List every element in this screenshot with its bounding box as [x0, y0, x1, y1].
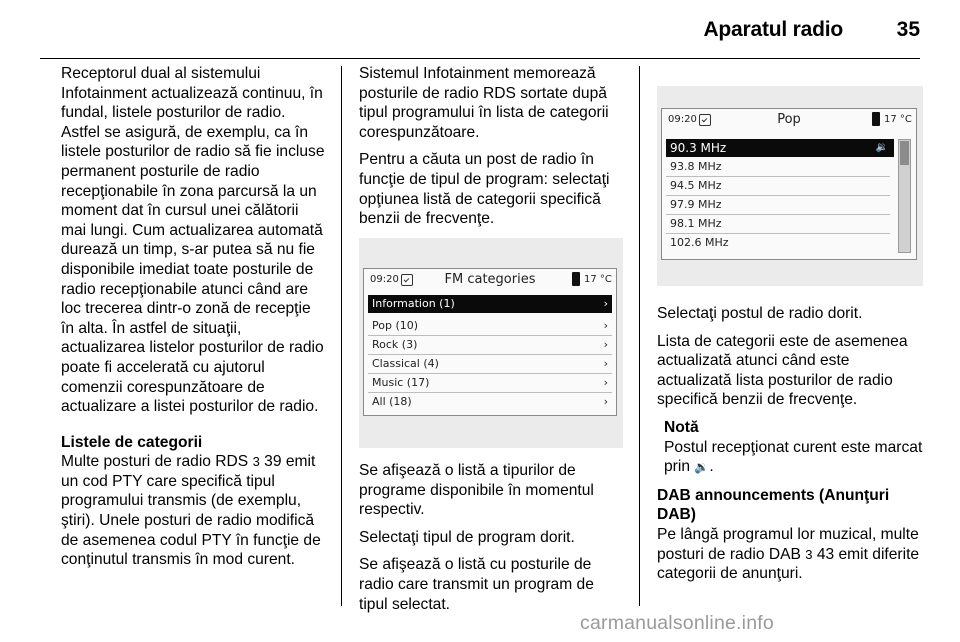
column-divider-1 — [341, 66, 342, 606]
watermark: carmanualsonline.info — [580, 612, 774, 634]
note-title: Notă — [664, 418, 699, 436]
chevron-right-icon: › — [603, 357, 608, 370]
col2-paragraph-4: Selectaţi tipul de program dorit. — [359, 528, 575, 546]
figure-fm-categories — [359, 238, 623, 448]
col3-paragraph-3: Pe lângă programul lor muzical, multe posturi de radio DAB 3 43 emit diferite categorii de anunţuri. — [657, 525, 920, 583]
temperature: 17 °C — [884, 114, 912, 125]
fm-categories-screen — [363, 268, 617, 416]
station-list-scrollbar[interactable] — [898, 139, 911, 253]
col2-paragraph-5: Se afişează o listă cu posturile de radio care transmit un program de tipul selectat. — [359, 556, 594, 613]
chevron-right-icon: › — [603, 297, 608, 310]
note-box — [657, 418, 923, 478]
category-item-music[interactable]: Music (17) › — [368, 374, 612, 392]
section-heading-dab: DAB announcements (Anunţuri DAB) — [657, 486, 890, 524]
category-item-classical[interactable]: Classical (4) › — [368, 355, 612, 373]
speaker-icon: 🔉 — [875, 142, 888, 153]
station-item-102-6[interactable]: 102.6 MHz — [670, 236, 729, 249]
page-ref-arrow-icon: 3 — [252, 454, 260, 470]
col3-paragraph-2: Lista de categorii este de asemenea actualizată atunci când este actualizată lista posturilor de radio specifică benzii de frecvenţe. — [657, 332, 908, 409]
status-bar — [364, 269, 616, 293]
station-item-93-8[interactable]: 93.8 MHz — [670, 160, 722, 173]
clock-time: 09:20 — [668, 114, 697, 125]
chevron-right-icon: › — [603, 319, 608, 332]
category-item-rock[interactable]: Rock (3) › — [368, 336, 612, 354]
col2-paragraph-3: Se afişează o listă a tipurilor de programe disponibile în momentul respectiv. — [359, 462, 594, 519]
temperature: 17 °C — [584, 274, 612, 285]
figure-pop-stations — [657, 86, 923, 286]
col1-paragraph-1: Receptorul dual al sistemului Infotainment actualizează continuu, în fundal, listele posturilor de radio. Astfel se asigură, de exemplu, ca în listele posturilor de radio să fie incluse permanent posturile de radio recepţionabile în zona parcursă la un moment dat în cursul unei călătorii mai lungi. Cum actualizarea automată durează un timp, s-ar putea să nu fie disponibile imediat toate posturile de radio recepţionabile atunci când are loc trecerea dintr-o zonă de recepţie în alta. În astfel de situaţii, actualizarea listelor posturilor de radio poate fi accelerată cu ajutorul comenzii corespunzătoare de actualizare a listei posturilor de radio. — [61, 65, 325, 416]
status-bar — [662, 109, 916, 133]
screen-title: FM categories — [444, 272, 536, 287]
section-heading-categories: Listele de categorii — [61, 433, 203, 451]
page-header-title: Aparatul radio — [703, 18, 843, 41]
note-text: Postul recepţionat curent este marcat prin 🔉. — [664, 438, 923, 476]
category-item-pop[interactable]: Pop (10) › — [368, 317, 612, 335]
station-item-97-9[interactable]: 97.9 MHz — [670, 198, 722, 211]
col2-paragraph-1: Sistemul Infotainment memorează posturile de radio RDS sortate după tipul programului în lista de categorii corespunzătoare. — [359, 65, 609, 141]
column-2 — [359, 64, 623, 237]
chevron-right-icon: › — [603, 395, 608, 408]
page-number: 35 — [896, 18, 920, 41]
chevron-right-icon: › — [603, 338, 608, 351]
header-rule — [40, 58, 920, 59]
phone-icon — [872, 112, 880, 126]
col3-paragraph-1: Selectaţi postul de radio dorit. — [657, 305, 863, 322]
category-item-information[interactable]: Information (1) › — [368, 295, 612, 313]
column-3 — [657, 304, 923, 592]
scrollbar-thumb[interactable] — [900, 141, 909, 165]
pop-stations-screen — [661, 108, 917, 260]
category-item-all[interactable]: All (18) › — [368, 393, 612, 411]
column-divider-2 — [639, 66, 640, 606]
col2-paragraph-2: Pentru a căuta un post de radio în funcţie de tipul de program: selectaţi opţiunea listă de categorii specifică benzii de frecvenţe. — [359, 151, 610, 228]
phone-icon — [572, 272, 580, 286]
speaker-icon: 🔉 — [694, 460, 710, 475]
clock-time: 09:20 — [370, 274, 399, 285]
page-ref-arrow-icon: 3 — [805, 546, 813, 562]
station-item-94-5[interactable]: 94.5 MHz — [670, 179, 722, 192]
station-item-98-1[interactable]: 98.1 MHz — [670, 217, 722, 230]
screen-title: Pop — [777, 112, 801, 127]
col1-paragraph-2: Multe posturi de radio RDS 3 39 emit un cod PTY care specifică tipul programului transmis (de exemplu, ştiri). Unele posturi de radio modifică de asemenea codul PTY în funcţie de conţinutul transmis în mod curent. — [61, 453, 321, 569]
column-2-lower — [359, 461, 623, 622]
station-item-90-3[interactable]: 90.3 MHz 🔉 — [666, 139, 894, 157]
chevron-right-icon: › — [603, 376, 608, 389]
column-1 — [61, 64, 325, 578]
